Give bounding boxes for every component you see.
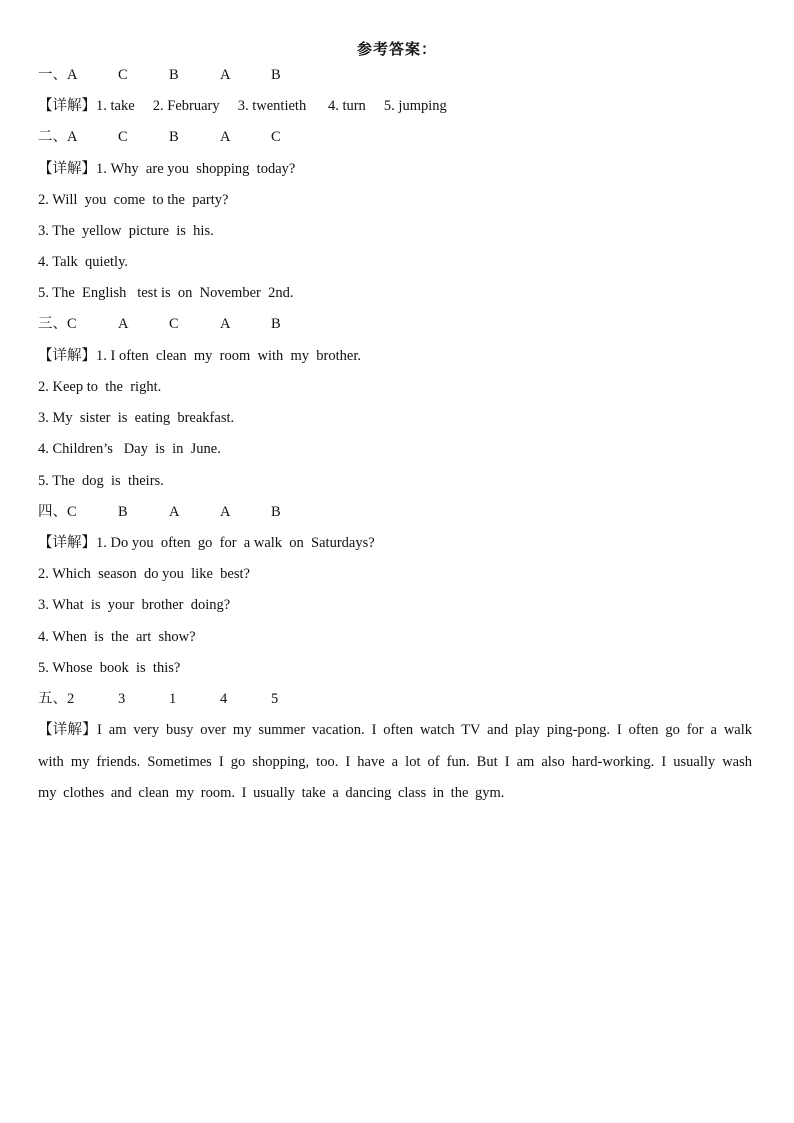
section-3-detail-5: 5. The dog is theirs.	[38, 473, 164, 489]
section-label: 五、	[38, 691, 67, 707]
section-3-detail-2: 2. Keep to the right.	[38, 379, 162, 395]
answer-item: C	[118, 67, 128, 83]
section-4-detail-2: 2. Which season do you like best?	[38, 566, 250, 582]
detail-text: 1. Why are you shopping today?	[96, 161, 296, 177]
section-4-detail-4: 4. When is the art show?	[38, 629, 196, 645]
answer-item: 2	[67, 691, 75, 707]
section-3-detail-1	[38, 346, 361, 366]
answer-item: 4	[220, 691, 228, 707]
detail-label: 【详解】	[38, 98, 96, 114]
detail-label: 【详解】	[38, 722, 98, 738]
answer-item: C	[271, 129, 281, 145]
answer-item: 3	[118, 691, 126, 707]
section-2-detail-4: 4. Talk quietly.	[38, 254, 129, 270]
section-1-answers	[38, 65, 322, 85]
answer-item: B	[169, 67, 179, 83]
answer-item: 5	[271, 691, 279, 707]
section-5-detail	[38, 715, 752, 810]
section-3-detail-3: 3. My sister is eating breakfast.	[38, 410, 235, 426]
answer-item: A	[220, 129, 231, 145]
section-label: 四、	[38, 504, 67, 520]
detail-label: 【详解】	[38, 161, 96, 177]
section-label: 一、	[38, 67, 67, 83]
section-2-detail-1	[38, 159, 295, 179]
section-5-answers	[38, 689, 322, 709]
answer-item: B	[271, 316, 281, 332]
section-2-answers	[38, 127, 322, 147]
section-3-answers	[38, 314, 322, 334]
section-2-detail-5: 5. The English test is on November 2nd.	[38, 285, 294, 301]
answer-item: A	[220, 67, 231, 83]
answer-item: B	[271, 67, 281, 83]
answer-item: A	[67, 129, 78, 145]
section-4-detail-5: 5. Whose book is this?	[38, 660, 181, 676]
section-1-detail	[38, 96, 447, 116]
detail-label: 【详解】	[38, 535, 96, 551]
detail-paragraph: I am very busy over my summer vacation. I often watch TV and play ping-pong. I often go for a walk with my friends. Sometimes I go shopping, too. I have a lot of fun. But I am also hard-working. I usually wash my clothes and clean my room. I usually take a dancing class in the gym.	[38, 722, 753, 801]
section-label: 二、	[38, 129, 67, 145]
answer-item: C	[67, 504, 77, 520]
section-label: 三、	[38, 316, 67, 332]
section-4-detail-3: 3. What is your brother doing?	[38, 597, 231, 613]
answer-item: A	[118, 316, 129, 332]
section-4-detail-1	[38, 533, 375, 553]
detail-text: 1. take 2. February 3. twentieth 4. turn 5. jumping	[96, 98, 447, 114]
answer-item: B	[169, 129, 179, 145]
answer-item: C	[67, 316, 77, 332]
detail-text: 1. I often clean my room with my brother.	[96, 348, 361, 364]
page-title: 参考答案：	[356, 42, 437, 58]
answer-item: B	[118, 504, 128, 520]
answer-item: C	[118, 129, 128, 145]
detail-text: 1. Do you often go for a walk on Saturdays?	[96, 535, 375, 551]
section-4-answers	[38, 502, 322, 522]
section-3-detail-4: 4. Children’s Day is in June.	[38, 441, 221, 457]
section-2-detail-3: 3. The yellow picture is his.	[38, 223, 214, 239]
detail-label: 【详解】	[38, 348, 96, 364]
answer-item: A	[220, 504, 231, 520]
answer-item: A	[169, 504, 180, 520]
answer-item: A	[67, 67, 78, 83]
answer-item: A	[220, 316, 231, 332]
section-2-detail-2: 2. Will you come to the party?	[38, 192, 229, 208]
answer-item: 1	[169, 691, 177, 707]
answer-item: B	[271, 504, 281, 520]
answer-item: C	[169, 316, 179, 332]
